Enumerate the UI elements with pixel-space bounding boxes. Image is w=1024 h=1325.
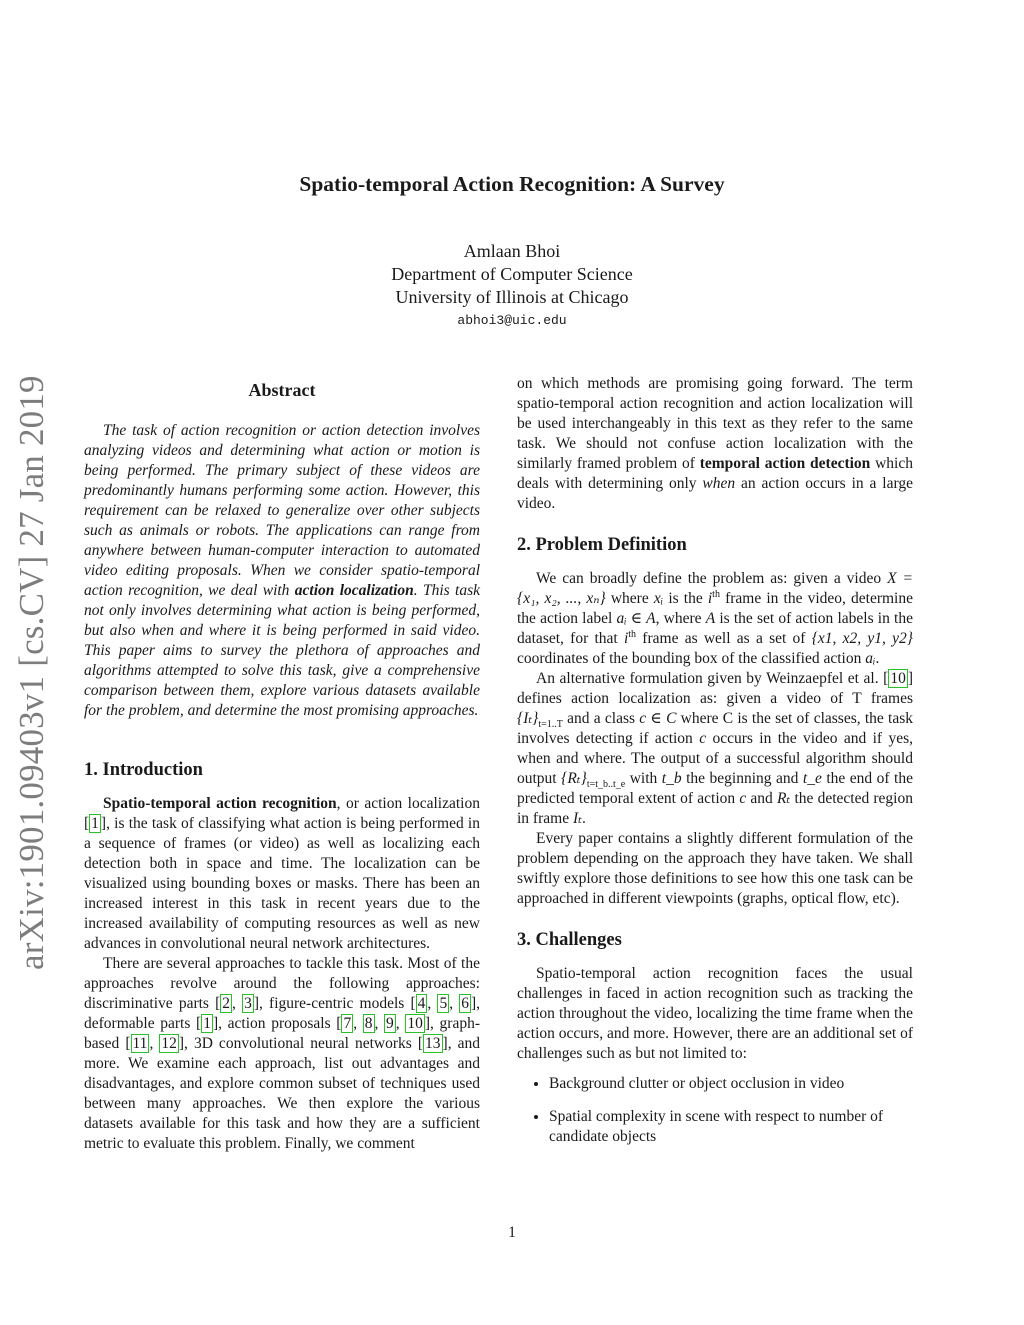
problem-paragraph-3: Every paper contains a slightly different formulation of the problem depending on the approach they have taken. We shall swiftly explore those definitions to see how this one task can be approached in different viewpoints (graphs, optical flow, etc).	[517, 830, 913, 907]
intro-paragraph-1: Spatio-temporal action recognition, or action localization [ 1 ], is the task of classifying what action is being performed in a sequence of frames (or video) as well as localizing each detection both in space and time. The localization can be visualized using bounding boxes or masks. There has been an increased interest in this task in recent years due to the increased availability of computing resources as well as new advances in convolutional neural network architectures.	[84, 795, 480, 952]
intro-continued-paragraph: on which methods are promising going forward. The term spatio-temporal action recognition and action localization will be used interchangeably in this text as they refer to the same task. We should not confuse action localization with the similarly framed problem of temporal action detection which deals with determining only when an action occurs in a large video.	[517, 375, 913, 512]
citation-link[interactable]: 9	[386, 1015, 394, 1032]
challenges-paragraph: Spatio-temporal action recognition faces the usual challenges in faced in action recognition such as tracking the action throughout the video, localizing the time frame when the action occurs, and more. However, there are an additional set of challenges such as but not limited to:	[517, 965, 913, 1062]
page-number: 1	[508, 1224, 516, 1241]
abstract-text: The task of action recognition or action detection involves analyzing videos and determining what action or motion is being performed. The primary subject of these videos are predominantly humans performing some action. However, this requirement can be relaxed to generalize over other subjects such as animals or robots. The applications can range from anywhere between human-computer interaction to automated video editing proposals. When we consider spatio-temporal action recognition, we deal with action localization. This task not only involves determining what action is being performed, but also when and where it is being performed in said video. This paper aims to survey the plethora of approaches and algorithms attempted to solve this task, give a comprehensive comparison between them, explore various datasets available for the problem, and determine the most promising approaches.	[84, 422, 480, 719]
author-department: Department of Computer Science	[391, 264, 633, 284]
citation-link[interactable]: 1	[91, 815, 99, 832]
arxiv-stamp: arXiv:1901.09403v1 [cs.CV] 27 Jan 2019	[12, 375, 51, 970]
left-column	[84, 374, 480, 1154]
problem-paragraph-1: We can broadly define the problem as: given a video X = {x₁, x₂, ..., xₙ} where xᵢ is the $i^{th}$ frame in the video, determine the action label aᵢ ∈ A, where A is the set of action labels in the dataset, for that $i^{th}$ frame as well as a set of {x1, x2, y1, y2} coordinates of the bounding box of the classified action aᵢ.	[517, 570, 913, 667]
right-column	[517, 374, 913, 1160]
citation-link[interactable]: 2	[222, 995, 231, 1012]
challenges-heading: 3. Challenges	[517, 930, 622, 950]
citation-link[interactable]: 7	[343, 1015, 352, 1032]
author-block	[0, 240, 1024, 333]
citation-link[interactable]: 10	[890, 670, 906, 687]
citation-link[interactable]: 1	[203, 1015, 211, 1032]
intro-paragraph-2: There are several approaches to tackle this task. Most of the approaches revolve around the following approaches: discriminative parts [ 2 , 3 ], figure-centric models [ 4 , 5 , 6 ], deformable parts [ 1 ], action proposals [ 7 , 8 , 9 , 10 ], graph-based [ 11 , 12 ], 3D convolutional neural networks [ 13 ], and more. We examine each approach, list out advantages and disadvantages, and explore common subset of techniques used between many approaches. We then explore the various datasets available for this task and how they are a sufficient metric to evaluate this problem. Finally, we comment	[84, 955, 481, 1152]
citation-link[interactable]: 13	[425, 1035, 441, 1052]
citation-link[interactable]: 12	[161, 1035, 177, 1052]
list-item: • Spatial complexity in scene with respect to number of candidate objects	[549, 1107, 913, 1147]
citation-link[interactable]: 6	[461, 995, 469, 1012]
citation-link[interactable]: 8	[364, 1015, 373, 1032]
problem-paragraph-2: An alternative formulation given by Weinzaepfel et al. [ 10 ] defines action localization as: given a video of T frames $\{I_t\}_{t=1..T}$ and a class c ∈ C where C is the set of classes, the task involves detecting if action c occurs in the video and if yes, when and where. The output of a successful algorithm should output $\{R_t\}_{t=t\_b..t\_e}$ with t_b the beginning and t_e the end of the predicted temporal extent of action c and Rₜ the detected region in frame Iₜ.	[517, 670, 913, 827]
author-email[interactable]: abhoi3@uic.edu	[457, 313, 567, 328]
citation-link[interactable]: 3	[244, 995, 252, 1012]
author-university: University of Illinois at Chicago	[395, 287, 629, 307]
list-item: • Background clutter or object occlusion in video	[549, 1074, 913, 1094]
abstract-heading: Abstract	[248, 380, 316, 400]
citation-link[interactable]: 5	[439, 995, 448, 1012]
abstract-section	[84, 380, 480, 721]
author-name: Amlaan Bhoi	[463, 241, 561, 261]
introduction-heading: 1. Introduction	[84, 760, 203, 780]
challenges-list	[517, 1074, 913, 1147]
citation-link[interactable]: 4	[417, 995, 426, 1012]
paper-title: Spatio-temporal Action Recognition: A Survey	[299, 172, 725, 196]
citation-link[interactable]: 11	[132, 1035, 148, 1052]
citation-link[interactable]: 10	[407, 1015, 423, 1032]
problem-definition-heading: 2. Problem Definition	[517, 535, 687, 555]
abstract-bold-term: action localization	[294, 582, 414, 599]
